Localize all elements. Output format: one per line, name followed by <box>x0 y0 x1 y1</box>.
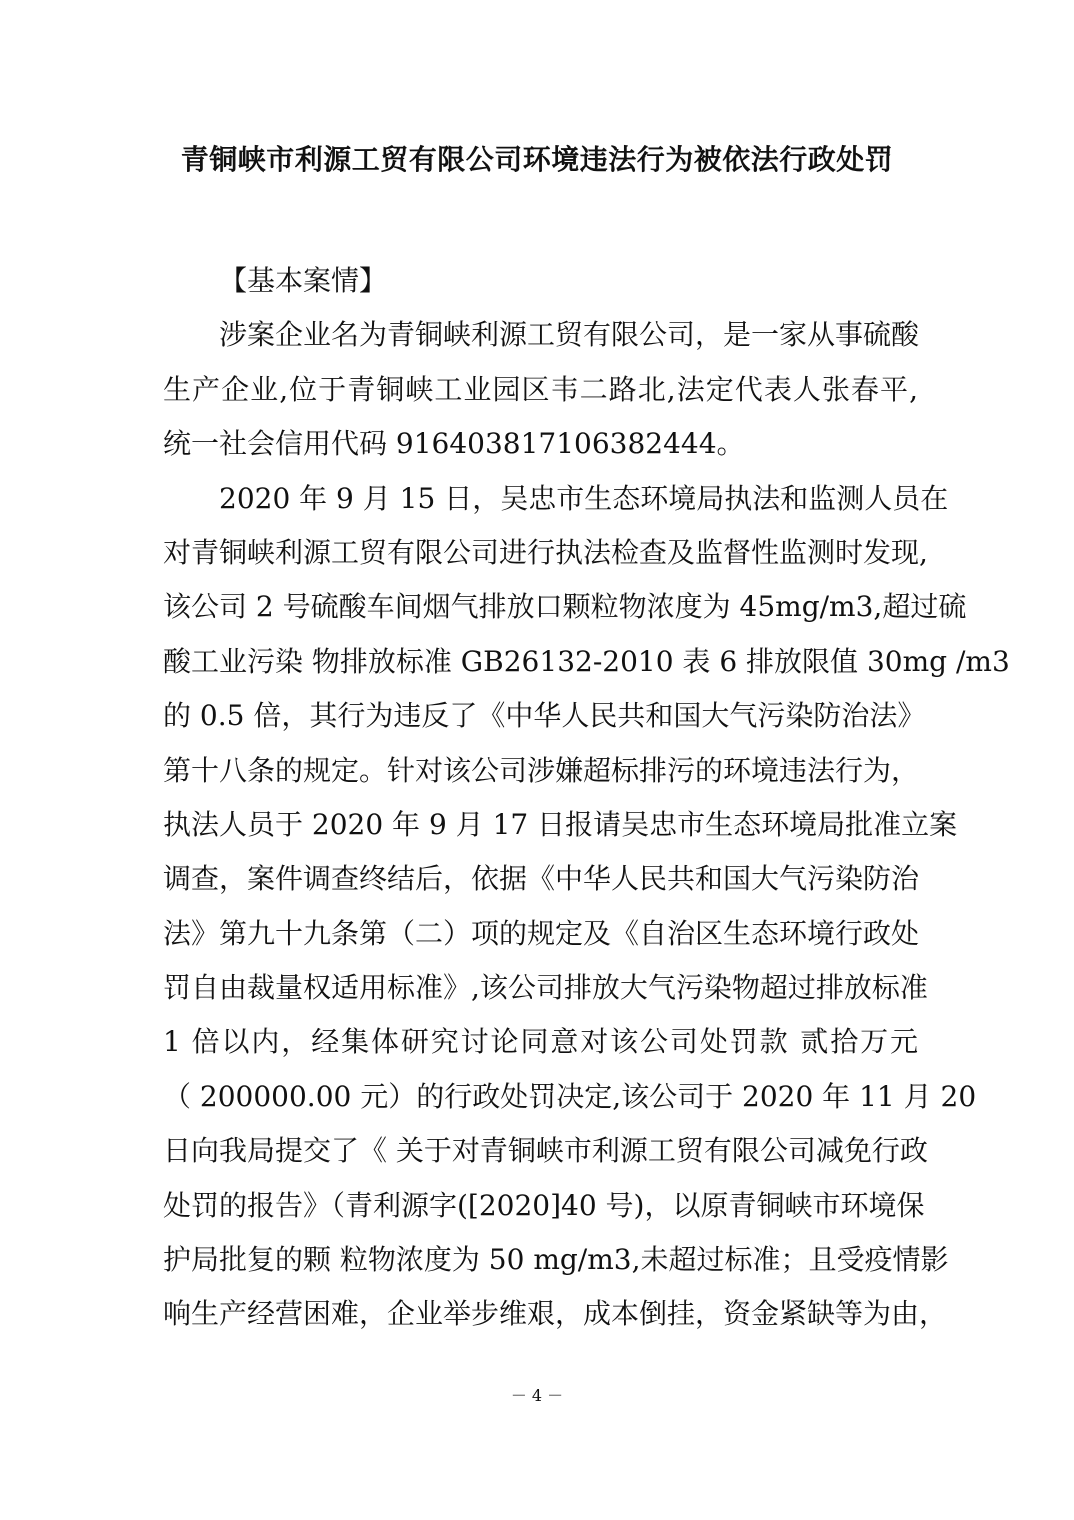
paragraph-line: 护局批复的颗 粒物浓度为 50 mg/m3,未超过标准；且受疫情影 <box>163 1243 949 1277</box>
paragraph-line: 1 倍以内，经集体研究讨论同意对该公司处罚款 贰拾万元 <box>163 1025 918 1059</box>
paragraph-line: 生产企业,位于青铜峡工业园区韦二路北,法定代表人张春平, <box>163 372 918 406</box>
paragraph-line: 处罚的报告》（青利源字([2020]40 号)，以原青铜峡市环境保 <box>163 1188 925 1222</box>
paragraph-line: 统一社会信用代码 916403817106382444。 <box>163 427 745 461</box>
paragraph-line: 法》第九十九条第（二）项的规定及《自治区生态环境行政处 <box>163 916 920 950</box>
paragraph-line: 第十八条的规定。针对该公司涉嫌超标排污的环境违法行为， <box>163 753 920 787</box>
paragraph-line: （ 200000.00 元）的行政处罚决定,该公司于 2020 年 11 月 20 <box>163 1079 977 1113</box>
paragraph-line: 执法人员于 2020 年 9 月 17 日报请吴忠市生态环境局批准立案 <box>163 807 958 841</box>
paragraph-line: 酸工业污染 物排放标准 GB26132-2010 表 6 排放限值 30mg /m3 <box>163 644 1010 678</box>
paragraph-line: 2020 年 9 月 15 日，吴忠市生态环境局执法和监测人员在 <box>219 481 949 515</box>
document-title: 青铜峡市利源工贸有限公司环境违法行为被依法行政处罚 <box>180 143 894 176</box>
document-body <box>163 254 1010 1342</box>
paragraph-line: 涉案企业名为青铜峡利源工贸有限公司，是一家从事硫酸 <box>219 318 920 352</box>
paragraph-line: 调查，案件调查终结后，依据《中华人民共和国大气污染防治 <box>163 862 920 896</box>
paragraph-line: 日向我局提交了《 关于对青铜峡市利源工贸有限公司减免行政 <box>163 1134 928 1168</box>
paragraph-line: 罚自由裁量权适用标准》,该公司排放大气污染物超过排放标准 <box>163 971 928 1005</box>
paragraph-line: 响生产经营困难，企业举步维艰，成本倒挂，资金紧缺等为由， <box>163 1297 948 1331</box>
paragraph-line: 的 0.5 倍，其行为违反了《中华人民共和国大气污染防治法》 <box>163 699 926 733</box>
section-heading: 【基本案情】 <box>219 264 388 297</box>
page-number: － 4 － <box>510 1386 564 1405</box>
paragraph-line: 对青铜峡利源工贸有限公司进行执法检查及监督性监测时发现, <box>163 535 928 569</box>
paragraph-line: 该公司 2 号硫酸车间烟气排放口颗粒物浓度为 45mg/m3,超过硫 <box>163 590 967 624</box>
